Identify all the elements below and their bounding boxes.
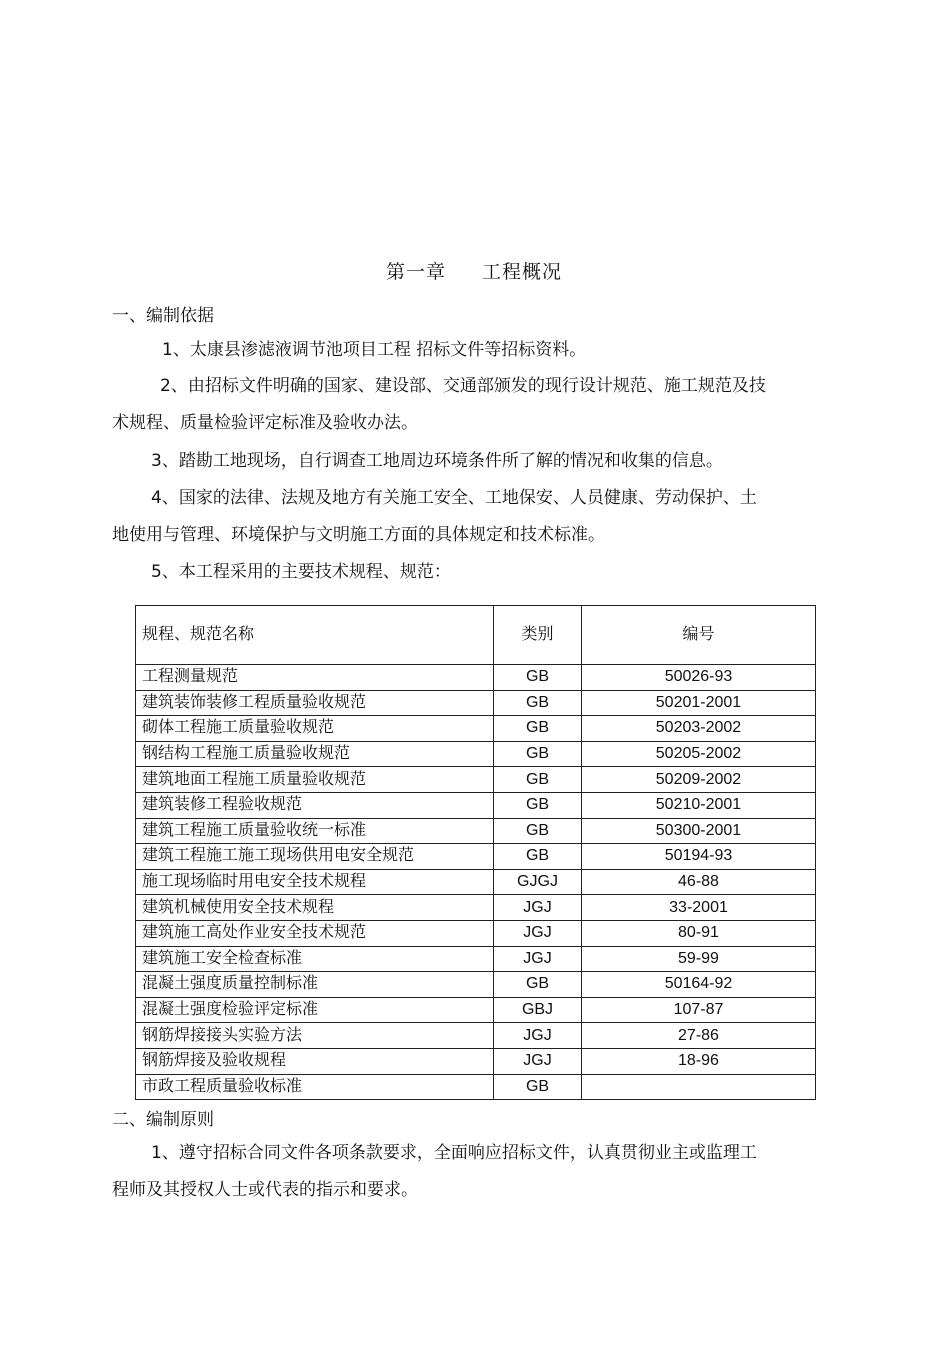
basis-item-2-line1: 2、由招标文件明确的国家、建设部、交通部颁发的现行设计规范、施工规范及技 [160, 376, 766, 396]
principle-item-1-line1: 1、遵守招标合同文件各项条款要求，全面响应招标文件，认真贯彻业主或监理工 [151, 1143, 757, 1163]
table-row [136, 767, 816, 793]
basis-item-1: 1、太康县渗滤液调节池项目工程 招标文件等招标资料。 [162, 340, 587, 360]
chapter-number: 第一章 [386, 261, 447, 283]
code-cell: 50201-2001 [582, 690, 816, 716]
table-row [136, 920, 816, 946]
code-cell: 50205-2002 [582, 741, 816, 767]
table-row [136, 895, 816, 921]
category-cell: GB [494, 1074, 582, 1100]
table-row [136, 716, 816, 742]
standard-name-cell: 建筑地面工程施工质量验收规范 [136, 767, 494, 793]
category-cell: GB [494, 665, 582, 691]
basis-item-4-line1: 4、国家的法律、法规及地方有关施工安全、工地保安、人员健康、劳动保护、土 [151, 488, 757, 508]
standard-name-cell: 施工现场临时用电安全技术规程 [136, 869, 494, 895]
code-cell: 50300-2001 [582, 818, 816, 844]
code-cell: 80-91 [582, 920, 816, 946]
category-cell: GB [494, 818, 582, 844]
category-cell: GBJ [494, 997, 582, 1023]
table-row [136, 869, 816, 895]
table-row [136, 1048, 816, 1074]
standard-name-cell: 市政工程质量验收标准 [136, 1074, 494, 1100]
code-cell: 59-99 [582, 946, 816, 972]
standard-name-cell: 建筑装饰装修工程质量验收规范 [136, 690, 494, 716]
category-cell: GB [494, 792, 582, 818]
basis-item-4-line2: 地使用与管理、环境保护与文明施工方面的具体规定和技术标准。 [112, 525, 605, 545]
code-cell: 50026-93 [582, 665, 816, 691]
category-cell: GB [494, 844, 582, 870]
code-cell: 27-86 [582, 1023, 816, 1049]
standard-name-cell: 建筑装修工程验收规范 [136, 792, 494, 818]
code-cell: 50209-2002 [582, 767, 816, 793]
category-cell: JGJ [494, 1023, 582, 1049]
chapter-title [386, 257, 562, 284]
category-cell: GB [494, 690, 582, 716]
table-row [136, 818, 816, 844]
principle-item-1-line2: 程师及其授权人士或代表的指示和要求。 [112, 1180, 418, 1200]
table-row [136, 665, 816, 691]
category-cell: JGJ [494, 920, 582, 946]
code-cell: 50210-2001 [582, 792, 816, 818]
chapter-name: 工程概况 [482, 261, 563, 283]
table-header-row [136, 606, 816, 665]
category-cell: GB [494, 972, 582, 998]
header-code: 编号 [582, 606, 816, 665]
standard-name-cell: 钢结构工程施工质量验收规范 [136, 741, 494, 767]
standard-name-cell: 砌体工程施工质量验收规范 [136, 716, 494, 742]
standard-name-cell: 建筑施工高处作业安全技术规范 [136, 920, 494, 946]
code-cell: 50194-93 [582, 844, 816, 870]
table-row [136, 1074, 816, 1100]
standards-table [135, 605, 816, 1100]
table-row [136, 972, 816, 998]
section-heading-basis: 一、编制依据 [112, 306, 214, 326]
category-cell: JGJ [494, 946, 582, 972]
code-cell: 50203-2002 [582, 716, 816, 742]
standard-name-cell: 钢筋焊接及验收规程 [136, 1048, 494, 1074]
code-cell: 50164-92 [582, 972, 816, 998]
code-cell: 33-2001 [582, 895, 816, 921]
standard-name-cell: 建筑工程施工质量验收统一标准 [136, 818, 494, 844]
code-cell: 46-88 [582, 869, 816, 895]
section-heading-principles: 二、编制原则 [112, 1110, 214, 1130]
basis-item-5: 5、本工程采用的主要技术规程、规范： [151, 562, 451, 582]
table-row [136, 997, 816, 1023]
category-cell: GB [494, 741, 582, 767]
category-cell: GJGJ [494, 869, 582, 895]
table-row [136, 946, 816, 972]
standard-name-cell: 混凝土强度检验评定标准 [136, 997, 494, 1023]
table-row [136, 844, 816, 870]
standard-name-cell: 建筑机械使用安全技术规程 [136, 895, 494, 921]
category-cell: GB [494, 767, 582, 793]
category-cell: GB [494, 716, 582, 742]
standard-name-cell: 建筑工程施工施工现场供用电安全规范 [136, 844, 494, 870]
table-row [136, 741, 816, 767]
category-cell: JGJ [494, 1048, 582, 1074]
code-cell [582, 1074, 816, 1100]
table-row [136, 690, 816, 716]
table-row [136, 792, 816, 818]
standard-name-cell: 混凝土强度质量控制标准 [136, 972, 494, 998]
header-category: 类别 [494, 606, 582, 665]
code-cell: 107-87 [582, 997, 816, 1023]
standard-name-cell: 工程测量规范 [136, 665, 494, 691]
standard-name-cell: 钢筋焊接接头实验方法 [136, 1023, 494, 1049]
code-cell: 18-96 [582, 1048, 816, 1074]
header-name: 规程、规范名称 [136, 606, 494, 665]
basis-item-3: 3、踏勘工地现场，自行调查工地周边环境条件所了解的情况和收集的信息。 [151, 451, 723, 471]
basis-item-2-line2: 术规程、质量检验评定标准及验收办法。 [112, 413, 418, 433]
standard-name-cell: 建筑施工安全检查标准 [136, 946, 494, 972]
category-cell: JGJ [494, 895, 582, 921]
table-row [136, 1023, 816, 1049]
